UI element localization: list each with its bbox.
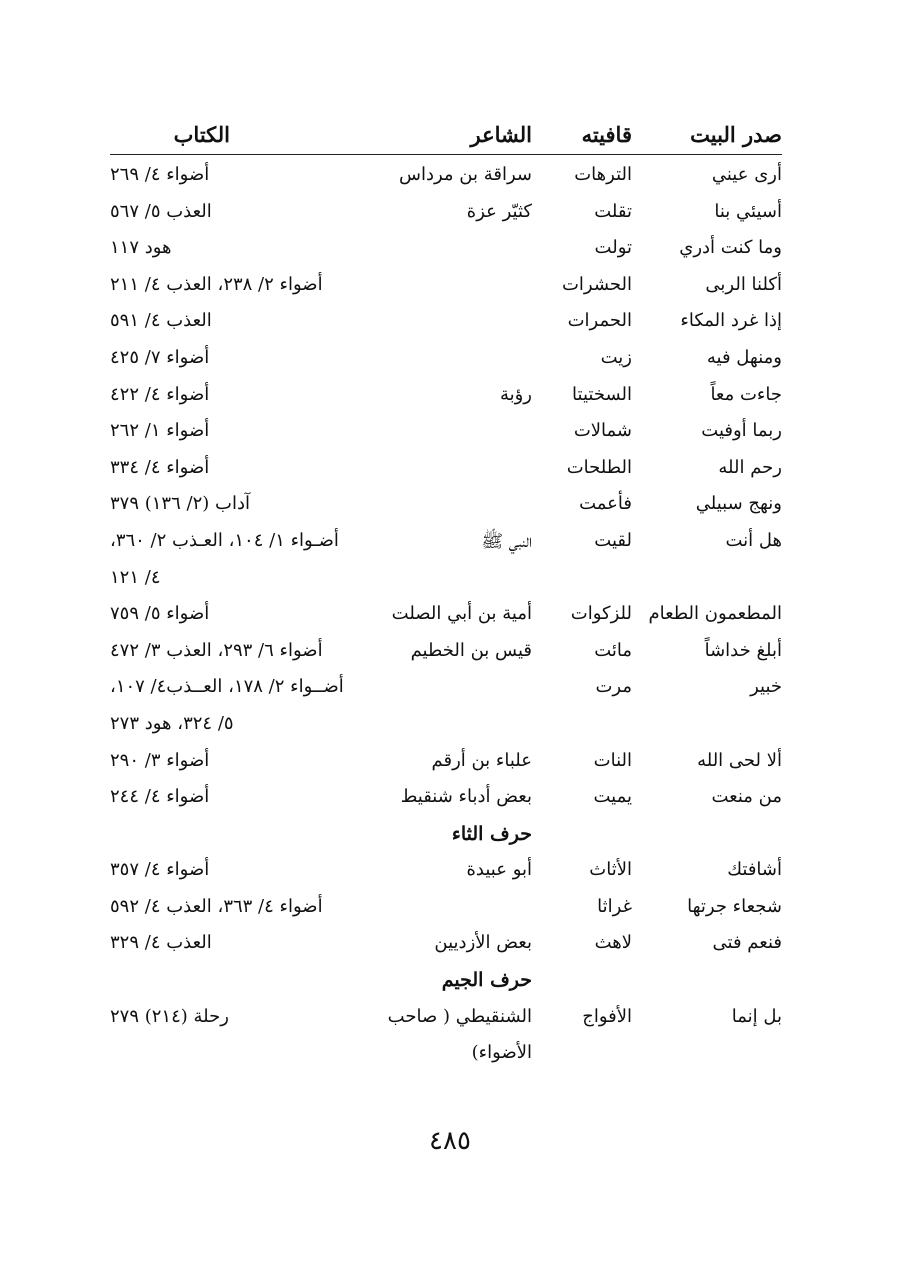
cell-kitab: ٤/ ١٢١	[110, 566, 161, 588]
cell-shaer: النبي ﷺ	[481, 530, 532, 552]
index-table	[110, 118, 782, 1072]
table-header	[110, 118, 782, 155]
cell-kitab: أضواء ٢/ ٢٣٨، العذب ٤/ ٢١١	[110, 273, 323, 295]
cell-shaer: الشنقيطي ( صاحب	[387, 1005, 532, 1027]
cell-sadr: ألا لحى الله	[697, 749, 782, 771]
table-row	[110, 230, 782, 267]
cell-kitab: أضــواء ٢/ ١٧٨، العــذب٤/ ١٠٧،	[110, 676, 344, 698]
cell-sadr: من منعت	[711, 786, 782, 808]
cell-kitab: رحلة (٢١٤) ٢٧٩	[110, 1005, 229, 1027]
section-heading	[110, 962, 782, 999]
cell-shaer: سراقة بن مرداس	[399, 164, 532, 185]
cell-qafiya: تولت	[594, 237, 632, 259]
table-row	[110, 157, 782, 194]
cell-sadr: هل أنت	[725, 529, 782, 551]
table-row	[110, 596, 782, 633]
cell-qafiya: لاهث	[594, 932, 632, 954]
header-shaer: الشاعر	[470, 122, 532, 147]
table-row	[110, 486, 782, 523]
cell-qafiya: الأثاث	[589, 859, 632, 881]
cell-sadr: أبلغ خداشاً	[704, 639, 782, 661]
cell-kitab: أضواء ٤/ ٣٦٣، العذب ٤/ ٥٩٢	[110, 895, 323, 917]
table-row	[110, 377, 782, 414]
table-row	[110, 194, 782, 231]
table-row	[110, 450, 782, 487]
cell-shaer: علباء بن أرقم	[431, 749, 532, 771]
table-row	[110, 999, 782, 1036]
cell-sadr: ومنهل فيه	[706, 346, 782, 368]
cell-sadr: وما كنت أدري	[679, 237, 782, 259]
cell-qafiya: فأعمت	[579, 493, 632, 515]
section-title: حرف الثاء	[451, 822, 532, 845]
cell-sadr: أرى عيني	[711, 164, 782, 185]
table-body	[110, 157, 782, 1072]
cell-sadr: إذا غرد المكاء	[680, 310, 782, 332]
table-row	[110, 560, 782, 597]
cell-kitab: أضواء ٣/ ٢٩٠	[110, 749, 210, 771]
cell-shaer: أبو عبيدة	[466, 859, 532, 881]
table-row	[110, 779, 782, 816]
table-row	[110, 743, 782, 780]
table-row	[110, 267, 782, 304]
cell-sadr: بل إنما	[731, 1005, 782, 1027]
cell-qafiya: للزكوات	[570, 603, 632, 625]
cell-sadr: فنعم فتى	[712, 932, 782, 954]
cell-qafiya: مائت	[594, 639, 632, 661]
cell-qafiya: الأفواج	[582, 1005, 632, 1027]
cell-kitab: أضواء ٤/ ٣٥٧	[110, 859, 210, 881]
cell-kitab: أضواء ٥/ ٧٥٩	[110, 603, 210, 625]
cell-shaer: بعض أدباء شنقيط	[400, 786, 532, 808]
cell-sadr: رحم الله	[718, 456, 782, 478]
cell-kitab: العذب ٤/ ٥٩١	[110, 310, 212, 332]
table-row	[110, 633, 782, 670]
cell-qafiya: السختيتا	[572, 383, 632, 405]
table-row	[110, 669, 782, 706]
cell-qafiya: يميت	[593, 786, 632, 808]
table-row	[110, 852, 782, 889]
page-number: ٤٨٥	[429, 1126, 471, 1156]
cell-shaer: قيس بن الخطيم	[410, 639, 532, 661]
cell-sadr: أشافتك	[727, 859, 782, 881]
cell-kitab: أضـواء ١/ ١٠٤، العـذب ٢/ ٣٦٠،	[110, 529, 339, 551]
cell-kitab: أضواء ٤/ ٢٦٩	[110, 164, 210, 185]
cell-kitab: أضواء ٤/ ٣٣٤	[110, 456, 210, 478]
cell-qafiya: النات	[593, 749, 632, 771]
cell-qafiya: غراثا	[597, 895, 632, 917]
table-row	[110, 706, 782, 743]
table-row	[110, 925, 782, 962]
cell-sadr: أكلنا الربى	[705, 273, 782, 295]
section-heading	[110, 816, 782, 853]
cell-kitab: ٥/ ٣٢٤، هود ٢٧٣	[110, 712, 234, 734]
cell-shaer: الأضواء)	[471, 1042, 532, 1064]
table-row	[110, 523, 782, 560]
header-sadr: صدر البيت	[690, 122, 782, 147]
section-title: حرف الجيم	[441, 969, 532, 992]
cell-qafiya: الحشرات	[561, 273, 632, 295]
cell-sadr: شجعاء جرتها	[687, 895, 782, 917]
cell-sadr: ربما أوفيت	[701, 420, 782, 442]
header-kitab: الكتاب	[173, 122, 230, 147]
table-row	[110, 889, 782, 926]
table-row	[110, 1035, 782, 1072]
cell-sadr: جاءت معاً	[710, 383, 782, 405]
cell-kitab: أضواء ٧/ ٤٢٥	[110, 346, 210, 368]
table-row	[110, 340, 782, 377]
cell-kitab: العذب ٥/ ٥٦٧	[110, 200, 212, 222]
cell-shaer: أمية بن أبي الصلت	[391, 603, 532, 625]
cell-kitab: أضواء ٤/ ٢٤٤	[110, 786, 210, 808]
cell-kitab: أضواء ١/ ٢٦٢	[110, 420, 210, 442]
cell-kitab: العذب ٤/ ٣٢٩	[110, 932, 212, 954]
cell-kitab: آداب (٢/ ١٣٦) ٣٧٩	[110, 493, 250, 515]
cell-sadr: المطعمون الطعام	[648, 603, 782, 625]
cell-qafiya: الترهات	[574, 164, 632, 185]
cell-qafiya: مرت	[595, 676, 632, 698]
cell-qafiya: تقلت	[594, 200, 632, 222]
cell-kitab: أضواء ٤/ ٤٢٢	[110, 383, 210, 405]
cell-shaer: بعض الأزديين	[434, 932, 532, 954]
cell-sadr: أسيئي بنا	[714, 200, 782, 222]
cell-shaer: رؤبة	[499, 383, 532, 405]
cell-qafiya: الحمرات	[567, 310, 632, 332]
header-qafiya: قافيته	[581, 122, 632, 147]
cell-kitab: أضواء ٦/ ٢٩٣، العذب ٣/ ٤٧٢	[110, 639, 323, 661]
cell-qafiya: لقيت	[594, 529, 632, 551]
cell-qafiya: الطلحات	[566, 456, 632, 478]
cell-kitab: هود ١١٧	[110, 237, 172, 259]
cell-shaer: كثيّر عزة	[466, 200, 532, 222]
cell-sadr: خبير	[750, 676, 782, 698]
table-row	[110, 413, 782, 450]
cell-sadr: ونهج سبيلي	[695, 493, 782, 515]
table-row	[110, 303, 782, 340]
cell-qafiya: شمالات	[573, 420, 632, 442]
cell-qafiya: زيت	[600, 346, 632, 368]
